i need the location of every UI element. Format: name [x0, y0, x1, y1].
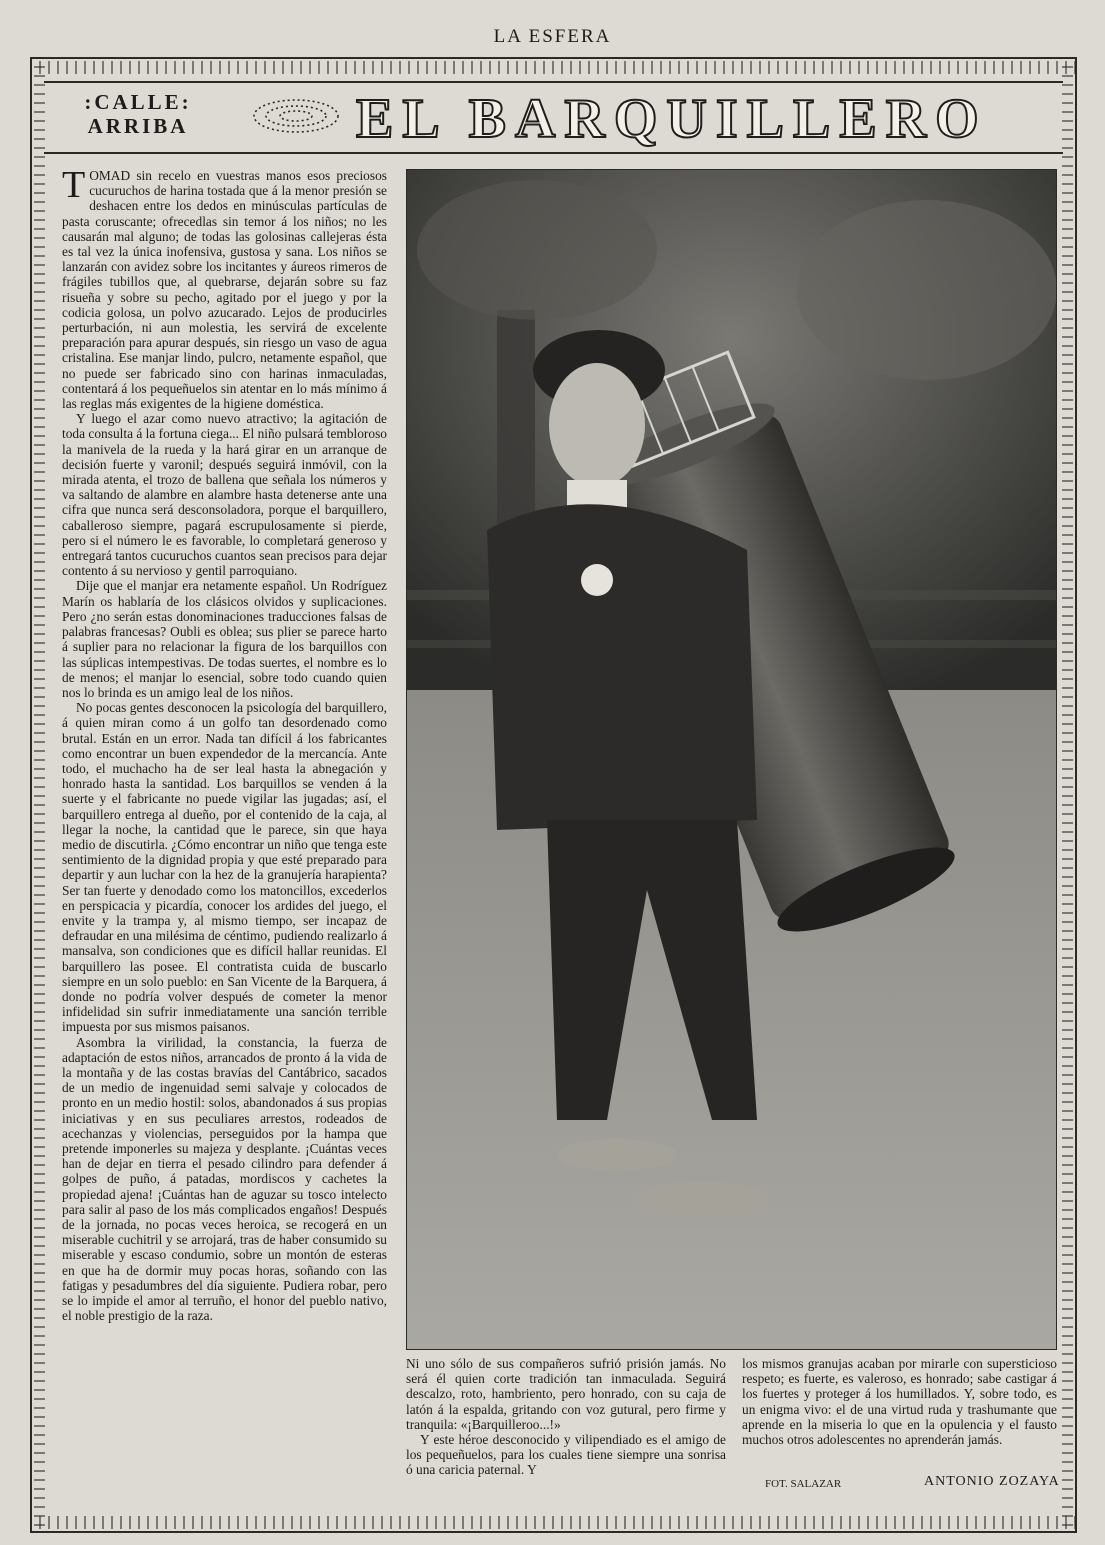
right-fret-border [1062, 57, 1073, 1533]
article-bottom-right-column [742, 1356, 1057, 1456]
article-bottom-middle-column [406, 1356, 726, 1496]
paragraph-2: Y luego el azar como nuevo atractivo; la agitación de toda consulta á la fortuna ciega... El niño pulsará tembloroso la manivela de la rueda y la hará girar en un arranque de decisión fuerte y varonil; después seguirá inmóvil, con la mirada atenta, el trozo de ballena que señala los números y va saltando de alambre en alambre hasta detenerse ante una cifra que nunca será desconsoladora, porque el barquillero, caballeroso siempre, pagará escrupulosamente si pierde, pero si el número le es favorable, lo completará generoso y entregará tantos cucuruchos cuantos sean precisos para dejar contento á su nervioso y gentil parroquiano. [62, 411, 387, 579]
paragraph-1: TOMAD sin recelo en vuestras manos esos preciosos cucuruchos de harina tostada que á la menor presión se deshacen entre los dedos en minúsculas partículas de pasta coruscante; ofrecedlas sin temor á los niños; no les causarán mal alguno; de todas las golosinas callejeras ésta es tal vez la única inofensiva, gustosa y sana. Los niños se lanzarán con avidez sobre los incitantes y áureos rimeros de frágiles tubillos que, al quebrarse, dejarán sobre su faz risueña y sobre su pecho, agitado por el juego y por la codicia golosa, un polvo azucarado. Lejos de producirles perturbación, ni aun molestia, les servirá de excelente preparación para apurar después, sin riesgo un vaso de agua cristalina. Ese manjar lindo, pulcro, netamente español, que no puede ser fabricado sino con harinas inmaculadas, contentará á los pequeñuelos sin atentar en lo más mínimo á las reglas más exigentes de la higiene doméstica. [62, 164, 387, 412]
photo-credit: FOT. SALAZAR [765, 1478, 842, 1490]
paragraph-4: No pocas gentes desconocen la psicología del barquillero, á quien miran como á un golfo tan desordenado como brutal. Están en un error. Nada tan difícil á los fabricantes como encontrar un buen expendedor de la mercancía. Ante todo, el muchacho ha de ser leal hasta la abnegación y honrado hasta la santidad. Los barquillos se venden á la suerte y el fabricante no puede vigilar las jugadas; así, el barquillero entrega al dueño, por el contenido de la caja, al llegar la noche, la cantidad que le parece, sin que haya medio de discutirla. ¿Cómo encontrar un niño que tenga este sentimiento de la dignidad propia y que esté preparado para departir y aun luchar con la hez de la granujería harapienta? Ser tan fuerte y denodado como los matoncillos, excederlos en perspicacia y picardía, conocer los ardides del juego, el envite y la trampa y, al mismo tiempo, ser incapaz de defraudar en una milésima de céntimo, pudiendo realizarlo á mansalva, son condiciones que es difícil hallar reunidas. El barquillero las posee. El contratista cuida de buscarlo siempre en un solo pueblo: en San Vicente de la Barquera, á donde no podría volver después de cometer la menor infidelidad sin sufrir inmediatamente una sanción terrible impuesta por sus mismos paisanos. [62, 700, 387, 1035]
left-fret-border [34, 57, 45, 1533]
paragraph-8: los mismos granujas acaban por mirarle con supersticioso respeto; es fuerte, es valeroso, es honrado; sabe castigar á los fuertes y proteger á los humillados. Y, sobre todo, es un enigma vivo: el de una virtud ruda y trashumante que aprende en la miseria lo que en la opulencia y el fausto muchos otros adolescentes no aprenderán jamás. [742, 1356, 1057, 1448]
bottom-fret-border [30, 1516, 1077, 1529]
dotted-ornament-icon [250, 96, 342, 136]
photo-illustration [407, 170, 1057, 1350]
section-label-line1: :CALLE: [84, 90, 192, 114]
barquillero-photograph [406, 169, 1057, 1350]
paragraph-5: Asombra la virilidad, la constancia, la fuerza de adaptación de estos niños, arrancados de pronto á la vida de la montaña y de las costas bravías del Cantábrico, sacados de un medio de ingenuidad semi salvaje y colocados de pronto en un medio hostil: solos, abandonados á sus propias iniciativas y en sus peculiares arrestos, rodeados de acechanzas y violencias, perseguidos por la hampa que pretende imponerles su majeza y desplante. ¡Cuántas veces han de dejar en tierra el pesado cilindro para defender á golpes de puño, á patadas, mordiscos y cachetes la propiedad ajena! ¡Cuántas han de aguzar su tosco intelecto para salir al paso de los más complicados engaños! Después de la jornada, no pocas veces heroica, se recogerá en un miserable cuchitril y se arrojará, tras de haber consumido su miserable y escaso condumio, sobre un montón de esteras en que ha de dormir muy pocas horas, soñando con las fatigas y pesadumbres del día siguiente. Pudiera robar, pero se lo impide el amor al terruño, el honor del pueblo nativo, el noble prestigio de la raza. [62, 1034, 387, 1324]
top-fret-border [30, 61, 1077, 74]
article-left-column [62, 164, 387, 1488]
paragraph-3: Dije que el manjar era netamente español. Un Rodríguez Marín os hablaría de los clásicos olvidos y suplicaciones. Pero ¿no serán estas donominaciones traducciones falsas de palabras francesas? Oubli es oblea; sus plier se parece harto á suplier para no relacionar la figura de los barquillos con las súplicas intempestivas. De todas suertes, el nombre es lo de menos; el manjar lo esencial, sobre todo cuando quien nos lo brinda es un amigo leal de los niños. [62, 578, 387, 700]
section-label-line2: ARRIBA [87, 114, 189, 138]
paragraph-7: Y este héroe desconocido y vilipendiado es el amigo de los pequeñuelos, para los cuales tiene siempre una sonrisa ó una caricia paternal. Y [406, 1432, 726, 1478]
drop-cap: T [62, 164, 86, 206]
paragraph-6: Ni uno sólo de sus compañeros sufrió prisión jamás. No será él quien corte tradición tan inmaculada. Seguirá descalzo, roto, hambriento, pero honrado, con su caja de latón á la espalda, gritando con voz gutural, pero firme y tranquila: «¡Barquilleroo...!» [406, 1356, 726, 1432]
masthead: LA ESFERA [493, 26, 612, 47]
author-signature: ANTONIO ZOZAYA [924, 1474, 1060, 1489]
article-title: EL BARQUILLERO [356, 88, 988, 150]
